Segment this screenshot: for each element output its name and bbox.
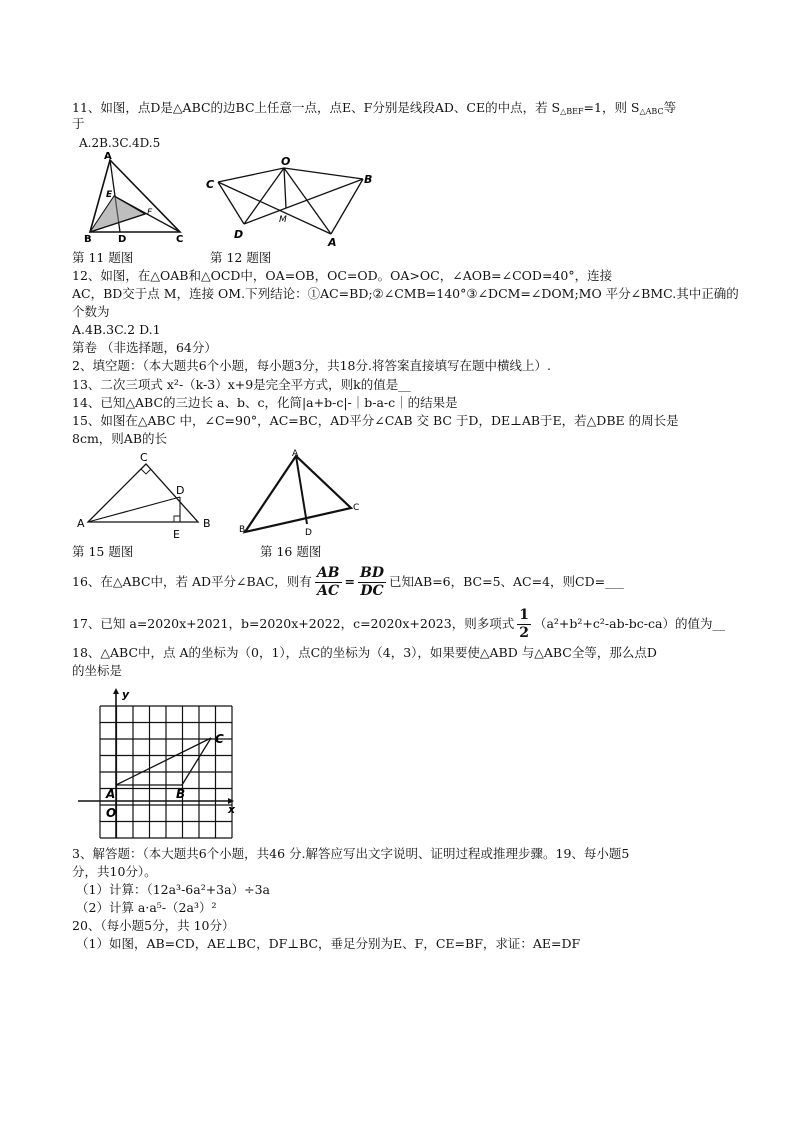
fig15-label-a: A bbox=[77, 517, 85, 530]
figure-11 bbox=[80, 152, 192, 244]
caption-16: 第 16 题图 bbox=[260, 544, 322, 559]
q11-line1: 11、如图，点D是△ABC的边BC上任意一点，点E、F分别是线段AD、CE的中点，若 $S_{\triangle BEF}=1$，则 $S_{\triangle ABC}$等 bbox=[72, 100, 677, 116]
fig15-label-d: D bbox=[176, 484, 185, 497]
fig18-label-o: O bbox=[106, 806, 117, 820]
section2-title: 第卷 （非选择题，64分） bbox=[72, 340, 217, 355]
fig15-label-c: C bbox=[140, 451, 148, 464]
q12-line2: AC，BD交于点 M，连接 OM.下列结论：①AC=BD;②∠CMB=140°③∠DCM=∠DOM;MO 平分∠BMC.其中正确的 bbox=[72, 286, 739, 301]
q12-line1: 12、如图，在△OAB和△OCD中，OA=OB，OC=OD。OA>OC，∠AOB=∠COD=40°，连接 bbox=[72, 268, 613, 283]
sub-bef: △BEF bbox=[560, 107, 584, 116]
part2-heading: 2、填空题：（本大题共6个小题，每小题3分，共18分.将答案直接填写在题中横线上）. bbox=[72, 358, 551, 373]
figure-16 bbox=[236, 448, 366, 540]
q12-options: A.4B.3C.2 D.1 bbox=[72, 322, 161, 337]
part3-line2: 分，共10分）。 bbox=[72, 864, 157, 879]
part3-line1: 3、解答题：（本大题共6个小题，共46 分.解答应写出文字说明、证明过程或推理步骤。19、每小题5 bbox=[72, 846, 630, 861]
fig11-label-b: B bbox=[84, 234, 92, 244]
q15-line1: 15、如图在△ABC 中，∠C=90°，AC=BC，AD平分∠CAB 交 BC 于D，DE⊥AB于E，若△DBE 的周长是 bbox=[72, 413, 679, 428]
caption-15: 第 15 题图 bbox=[72, 544, 134, 559]
q20-part1: （1）如图，AB=CD，AE⊥BC，DF⊥BC，垂足分别为E、F，CE=BF，求证：AE=DF bbox=[76, 936, 581, 951]
fig16-label-a: A bbox=[292, 449, 299, 459]
fig11-label-f: F bbox=[147, 208, 153, 218]
fig12-label-o: O bbox=[281, 155, 291, 168]
caption-12: 第 12 题图 bbox=[210, 250, 272, 265]
q12-line3: 个数为 bbox=[72, 304, 110, 319]
q14-text: 14、已知△ABC的三边长 a、b、c，化简|a+b-c|-｜b-a-c｜的结果是 bbox=[72, 395, 458, 410]
fig18-label-a: A bbox=[106, 787, 116, 801]
q11-options: A.2B.3C.4D.5 bbox=[79, 136, 161, 150]
q19-part1: （1）计算：（12a³-6a²+3a）÷3a bbox=[76, 882, 270, 897]
figure-15 bbox=[76, 450, 224, 542]
q17-fraction-half: $\frac{1}{2}$ bbox=[519, 607, 529, 641]
q18-line2: 的坐标是 bbox=[72, 663, 123, 678]
caption-11: 第 11 题图 bbox=[72, 250, 134, 265]
figure-12 bbox=[198, 150, 380, 250]
q16-fraction-bd-dc: $\frac{BD}{DC}$ bbox=[360, 565, 384, 599]
fig11-label-e: E bbox=[106, 190, 113, 200]
fig18-label-y: y bbox=[122, 688, 130, 701]
q13-text: 13、二次三项式 x²-（k-3）x+9是完全平方式，则k的值是__ bbox=[72, 377, 411, 392]
q15-line2: 8cm，则AB的长 bbox=[72, 431, 168, 446]
fig18-label-x: x bbox=[228, 803, 236, 816]
fig12-label-d: D bbox=[234, 228, 244, 241]
q16-line: 16、在△ABC中，若 AD平分∠BAC，则有 $\frac{AB}{AC}$ = $\frac{BD}{DC}$ 已知AB=6，BC=5、AC=4，则CD=___ bbox=[72, 565, 624, 599]
fig18-label-b: B bbox=[176, 787, 186, 801]
fig11-label-c: C bbox=[176, 234, 184, 244]
q16-fraction-ab-ac: $\frac{AB}{AC}$ bbox=[316, 565, 340, 599]
fig11-label-a: A bbox=[104, 152, 112, 162]
q18-line1: 18、△ABC中，点 A的坐标为（0，1），点C的坐标为（4，3），如果要使△ABD 与△ABC全等，那么点D bbox=[72, 645, 657, 660]
fig18-label-c: C bbox=[215, 732, 224, 746]
fig11-label-d: D bbox=[118, 234, 127, 244]
figure-18-grid bbox=[78, 686, 242, 842]
q20-heading: 20、（每小题5分，共 10分） bbox=[72, 918, 235, 933]
fig12-label-m: M bbox=[279, 215, 287, 225]
q17-line: 17、已知 a=2020x+2021，b=2020x+2022，c=2020x+2023，则多项式 $\frac{1}{2}$ （a²+b²+c²-ab-bc-ca）的值为__ bbox=[72, 607, 725, 641]
fig16-label-d: D bbox=[305, 528, 312, 538]
sub-abc: △ABC bbox=[639, 107, 664, 116]
fig15-label-b: B bbox=[203, 517, 211, 530]
fig15-label-e: E bbox=[173, 528, 180, 541]
fig16-label-b: B bbox=[239, 525, 246, 535]
fig12-label-b: B bbox=[364, 173, 373, 186]
fig16-label-c: C bbox=[353, 503, 360, 513]
q11-line2: 于 bbox=[72, 116, 85, 131]
q19-part2: （2）计算 a·a⁵-（2a³）² bbox=[76, 900, 217, 915]
fig12-label-c: C bbox=[206, 178, 215, 191]
fig12-label-a: A bbox=[328, 236, 337, 249]
